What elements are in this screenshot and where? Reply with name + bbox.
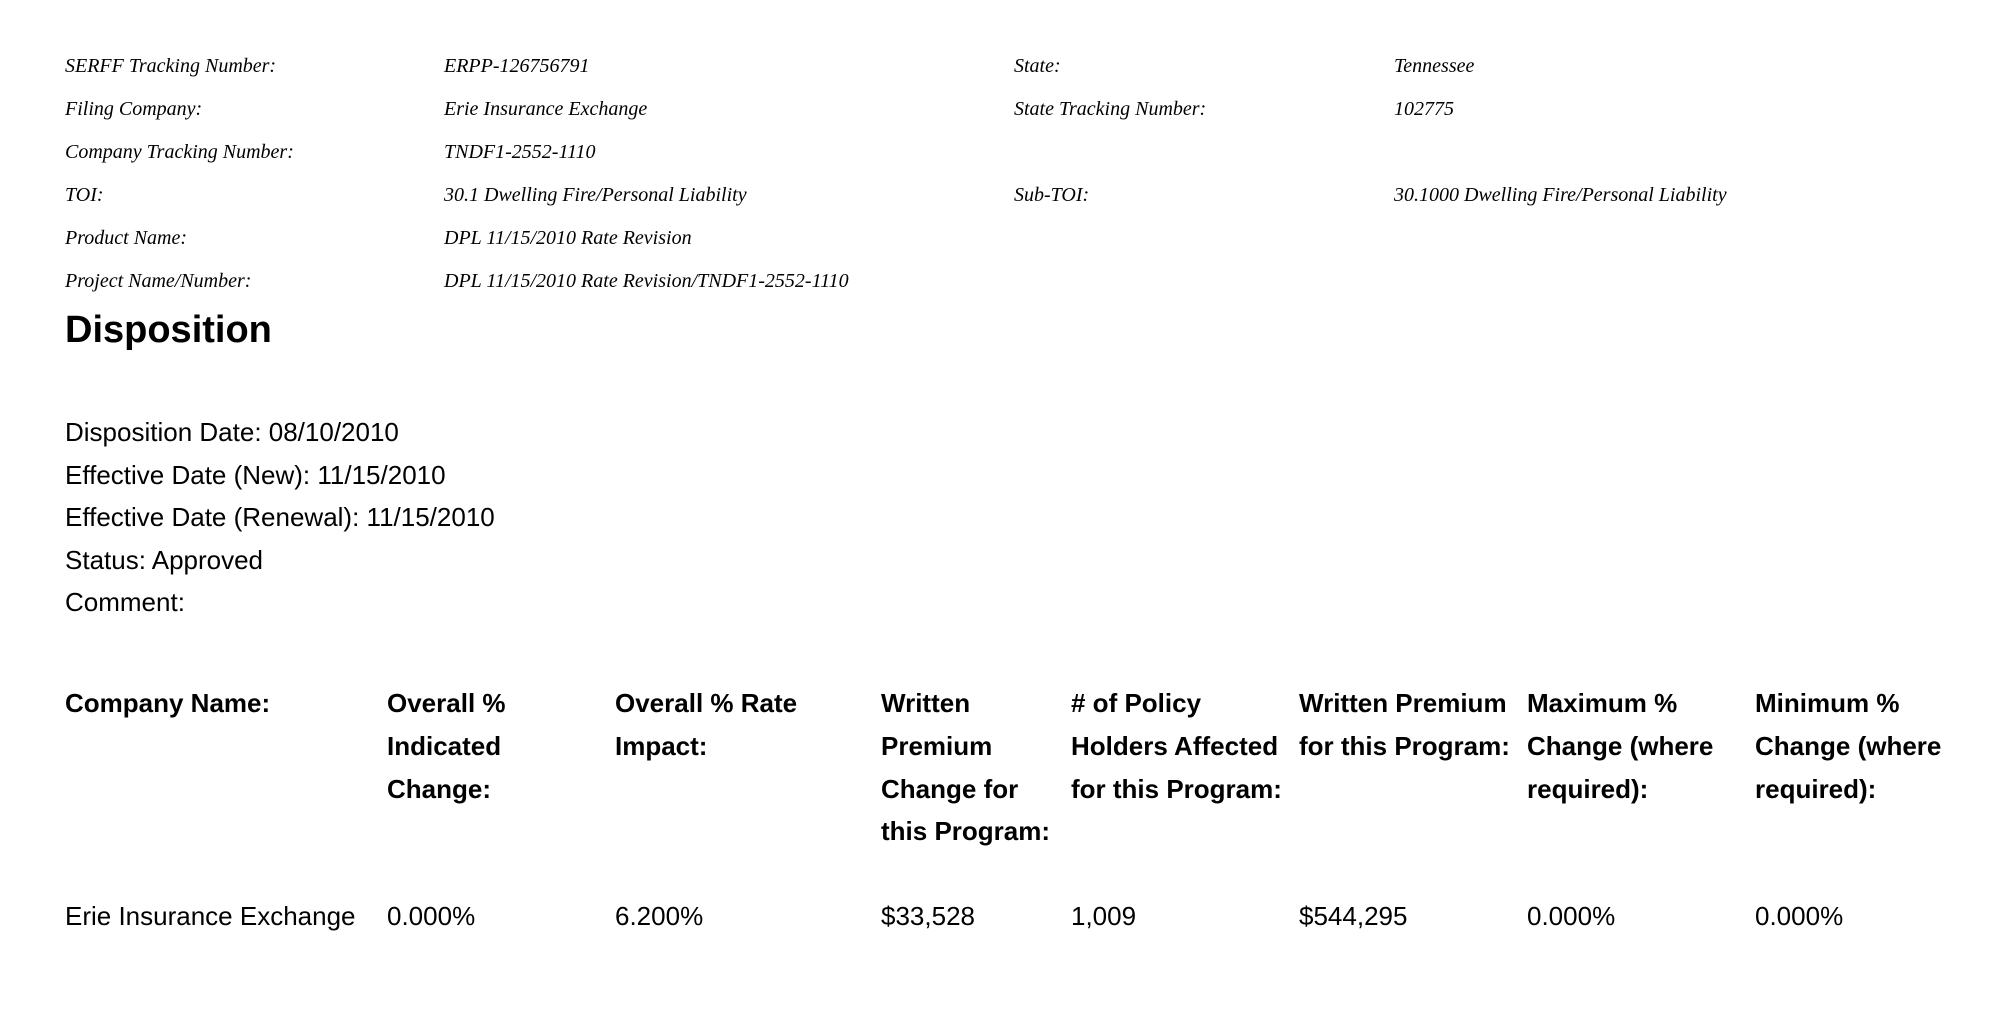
table-cell-indicated-change: 0.000% [387,901,476,931]
column-header: Minimum % Change (where required): [1755,688,1942,804]
column-written-premium-change [881,682,1051,931]
column-maximum-change [1527,682,1742,931]
toi-label: TOI: [65,184,104,206]
table-cell-policy-holders: 1,009 [1071,901,1137,931]
column-header: Maximum % Change (where required): [1527,688,1714,804]
status: Status: Approved [65,544,264,575]
sub-toi-value: 30.1000 Dwelling Fire/Personal Liability [1394,184,1727,206]
column-overall-indicated-change [387,682,597,931]
state-tracking-value: 102775 [1394,98,1454,120]
column-overall-rate-impact [615,682,865,931]
company-tracking-value: TNDF1-2552-1110 [444,141,596,163]
product-name-value: DPL 11/15/2010 Rate Revision [444,227,692,249]
toi-value: 30.1 Dwelling Fire/Personal Liability [444,184,747,206]
table-cell-minimum-change: 0.000% [1755,901,1844,931]
company-tracking-label: Company Tracking Number: [65,141,294,163]
column-header: Overall % Rate Impact: [615,688,798,761]
table-cell-rate-impact: 6.200% [615,901,704,931]
comment: Comment: [65,587,185,618]
project-name-label: Project Name/Number: [65,270,252,292]
column-policy-holders [1071,682,1296,931]
disposition-date: Disposition Date: 08/10/2010 [65,417,399,447]
filing-company-value: Erie Insurance Exchange [444,98,648,120]
project-name-value: DPL 11/15/2010 Rate Revision/TNDF1-2552-1110 [444,270,849,292]
effective-date-renewal: Effective Date (Renewal): 11/15/2010 [65,502,495,533]
sub-toi-label: Sub-TOI: [1014,184,1090,206]
serff-tracking-label: SERFF Tracking Number: [65,55,277,77]
column-minimum-change [1755,682,1975,931]
disposition-details [65,414,495,627]
column-header: # of Policy Holders Affected for this Program: [1071,688,1282,804]
column-header: Written Premium Change for this Program: [881,688,1051,847]
state-value: Tennessee [1394,55,1475,77]
serff-tracking-value: ERPP-126756791 [444,55,590,77]
state-label: State: [1014,55,1061,77]
state-tracking-label: State Tracking Number: [1014,98,1207,120]
table-cell-maximum-change: 0.000% [1527,901,1616,931]
column-header: Company Name: [65,688,271,718]
column-company-name [65,682,365,931]
column-header: Overall % Indicated Change: [387,688,506,804]
disposition-heading: Disposition [65,309,272,351]
column-header: Written Premium for this Program: [1299,688,1510,761]
column-written-premium [1299,682,1514,931]
product-name-label: Product Name: [65,227,188,249]
table-cell-written-premium: $544,295 [1299,901,1408,931]
table-cell-premium-change: $33,528 [881,901,975,931]
table-cell-company: Erie Insurance Exchange [65,901,356,931]
filing-company-label: Filing Company: [65,98,203,120]
effective-date-new: Effective Date (New): 11/15/2010 [65,459,446,490]
